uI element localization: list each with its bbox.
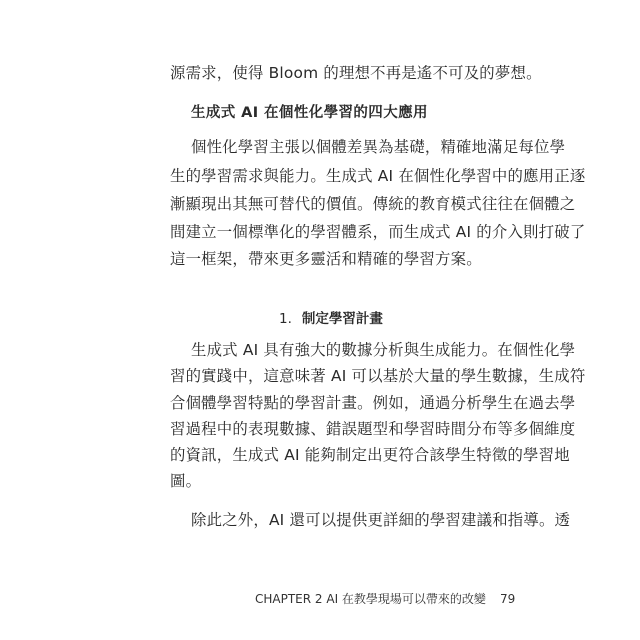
paragraph-line: 習過程中的表現數據、錯誤題型和學習時間分布等多個維度 <box>170 420 576 438</box>
page-footer <box>255 590 515 607</box>
paragraph-line: 的資訊，生成式 AI 能夠制定出更符合該學生特徵的學習地 <box>170 446 570 464</box>
paragraph-line: 漸顯現出其無可替代的價值。傳統的教育模式往往在個體之 <box>170 195 576 213</box>
paragraph-line: 除此之外，AI 還可以提供更詳細的學習建議和指導。透 <box>191 511 571 529</box>
section-heading: 生成式 AI 在個性化學習的四大應用 <box>191 105 428 121</box>
paragraph-line: 生成式 AI 具有強大的數據分析與生成能力。在個性化學 <box>191 341 576 359</box>
subsection-title: 制定學習計畫 <box>301 311 383 327</box>
intro-tail-line: 源需求，使得 Bloom 的理想不再是遙不可及的夢想。 <box>170 64 542 82</box>
page-number: 79 <box>499 592 516 606</box>
subsection-number: 1. <box>279 311 292 327</box>
subsection-heading <box>279 307 383 327</box>
paragraph-line: 合個體學習特點的學習計畫。例如，通過分析學生在過去學 <box>170 394 576 412</box>
paragraph-line: 圖。 <box>170 472 202 490</box>
paragraph-line: 間建立一個標準化的學習體系，而生成式 AI 的介入則打破了 <box>170 223 586 241</box>
paragraph-line: 這一框架，帶來更多靈活和精確的學習方案。 <box>170 250 482 268</box>
footer-chapter-title: CHAPTER 2 AI 在教學現場可以帶來的改變 <box>255 592 486 606</box>
paragraph-line: 生的學習需求與能力。生成式 AI 在個性化學習中的應用正逐 <box>170 167 586 185</box>
paragraph-line: 個性化學習主張以個體差異為基礎，精確地滿足每位學 <box>191 138 566 156</box>
paragraph-line: 習的實踐中，這意味著 AI 可以基於大量的學生數據，生成符 <box>170 367 586 385</box>
